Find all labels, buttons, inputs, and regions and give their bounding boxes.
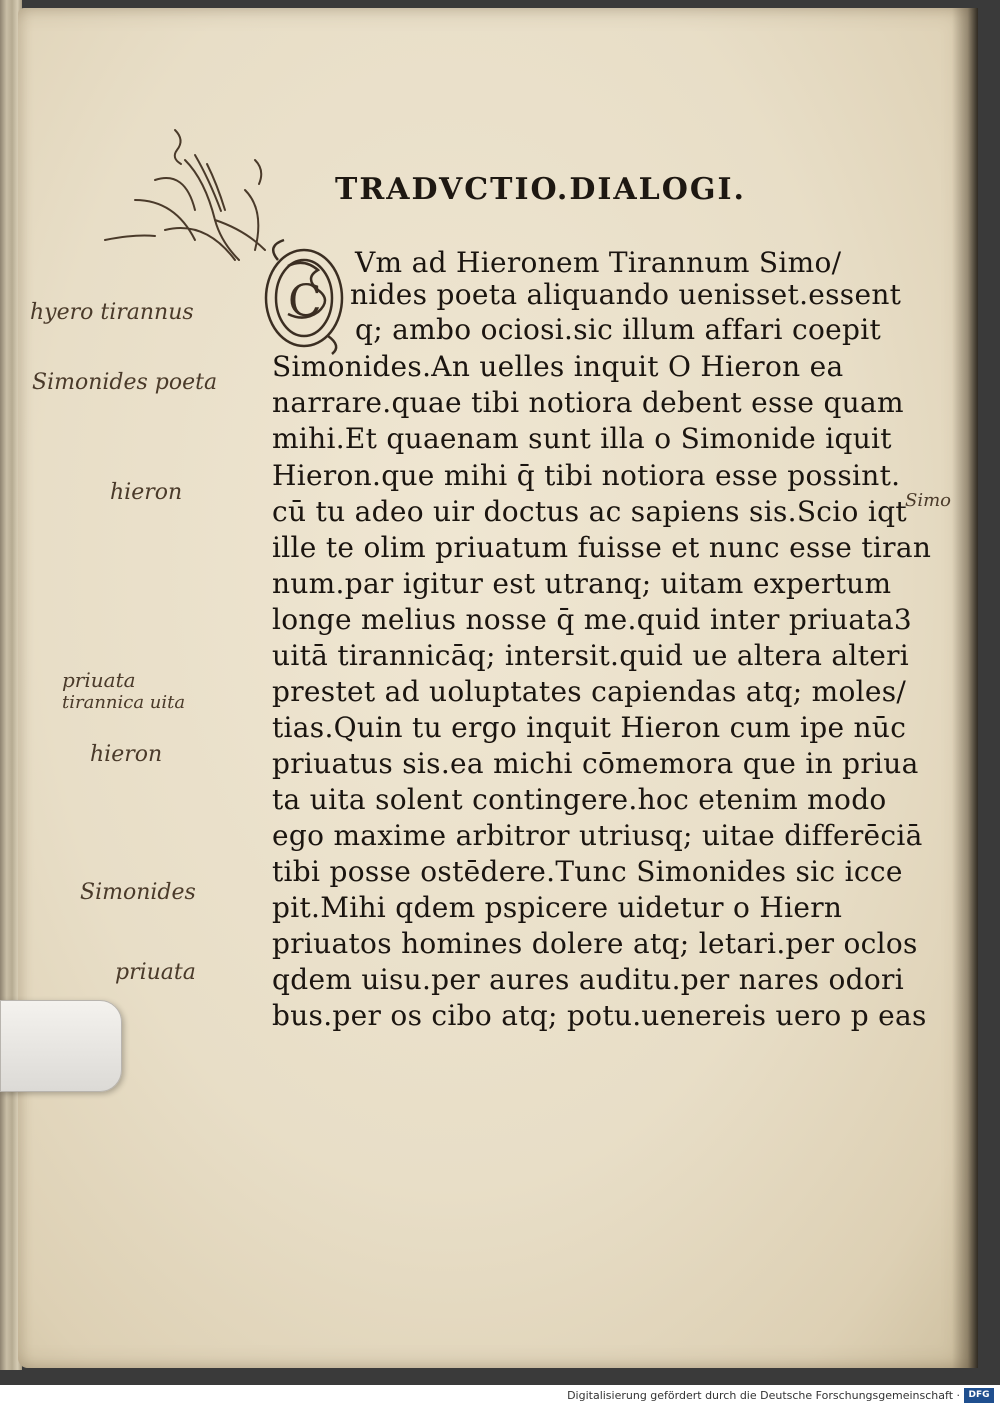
text-line: narrare.quae tibi notiora debent esse quam bbox=[272, 386, 904, 419]
text-line: tias.Quin tu ergo inquit Hieron cum ipe nūc bbox=[272, 711, 907, 744]
text-line: prestet ad uoluptates capiendas atq; moles/ bbox=[272, 675, 907, 708]
text-line: qdem uisu.per aures auditu.per nares odori bbox=[272, 963, 904, 996]
text-line: mihi.Et quaenam sunt illa o Simonide iquit bbox=[272, 422, 892, 455]
page-gutter-shadow bbox=[952, 8, 978, 1368]
text-line: q; ambo ociosi.sic illum affari coepit bbox=[355, 313, 882, 346]
text-line: pit.Mihi qdem pspicere uidetur o Hiern bbox=[272, 891, 843, 924]
text-line: cū tu adeo uir doctus ac sapiens sis.Scio iqt bbox=[272, 495, 907, 528]
footer-credit: Digitalisierung gefördert durch die Deutsche Forschungsgemeinschaft · bbox=[567, 1389, 960, 1402]
text-line: priuatos homines dolere atq; letari.per oclos bbox=[272, 927, 918, 960]
text-line: uitā tirannicāq; intersit.quid ue altera alteri bbox=[272, 639, 910, 672]
text-line: priuatus sis.ea michi cōmemora que in priua bbox=[272, 747, 919, 780]
text-line: tibi posse ostēdere.Tunc Simonides sic icce bbox=[272, 855, 903, 888]
dfg-logo: DFG bbox=[964, 1388, 994, 1403]
text-line: ego maxime arbitror utriusq; uitae differēciā bbox=[272, 819, 923, 852]
text-line: nides poeta aliquando uenisset.essent bbox=[350, 278, 902, 311]
margin-note: hieron bbox=[110, 480, 183, 505]
text-line: bus.per os cibo atq; potu.uenereis uero p eas bbox=[272, 999, 927, 1032]
decorated-initial-icon bbox=[258, 236, 350, 356]
margin-note: tirannica uita bbox=[62, 692, 186, 713]
margin-note: Simo bbox=[905, 490, 951, 511]
initial-letter: C bbox=[288, 276, 322, 327]
text-line: Simonides.An uelles inquit O Hieron ea bbox=[272, 350, 844, 383]
margin-note: Simonides bbox=[80, 880, 196, 905]
text-line: ille te olim priuatum fuisse et nunc esse tiran bbox=[272, 531, 932, 564]
margin-note: priuata bbox=[115, 960, 196, 985]
text-line: Hieron.que mihi q̄ tibi notiora esse possint. bbox=[272, 459, 901, 492]
margin-note: hieron bbox=[90, 742, 163, 767]
margin-note: Simonides poeta bbox=[32, 370, 218, 395]
text-line: num.par igitur est utranq; uitam expertum bbox=[272, 567, 892, 600]
text-line: longe melius nosse q̄ me.quid inter priuata3 bbox=[272, 603, 913, 636]
margin-note: hyero tirannus bbox=[30, 300, 194, 325]
text-line: Vm ad Hieronem Tirannum Simo/ bbox=[355, 246, 842, 279]
page-clip bbox=[0, 1000, 122, 1092]
margin-note: priuata bbox=[62, 668, 136, 692]
footer-bar bbox=[0, 1385, 1000, 1407]
text-line: ta uita solent contingere.hoc etenim modo bbox=[272, 783, 887, 816]
page-heading: TRADVCTIO.DIALOGI. bbox=[335, 172, 746, 207]
